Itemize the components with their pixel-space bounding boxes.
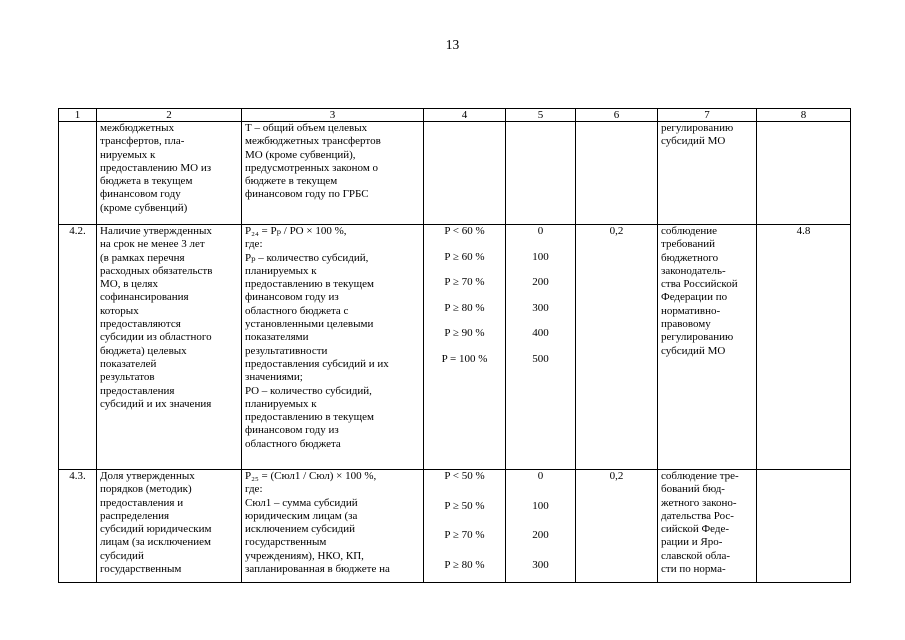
criteria-cell [424,122,506,225]
weight-cell [576,122,658,225]
criterion: P = 100 % [441,352,488,365]
criterion: P ≥ 70 % [444,276,485,288]
points-value: 300 [532,558,549,571]
purpose-text: регулированию субсидий МО [658,122,757,225]
header-cell: 3 [242,109,424,122]
points-value: 500 [532,352,549,365]
row-number [59,122,97,225]
points-cell [506,122,576,225]
criterion: P ≥ 60 % [444,250,485,263]
header-cell: 1 [59,109,97,122]
row-number: 4.2. [59,225,97,470]
indicator-text: межбюджетных трансфертов, пла- нируемых к предоставлению МО из бюджета в текущем финансовом году (кроме субвенций) [97,122,242,225]
row-number: 4.3. [59,470,97,583]
points-value: 100 [532,250,549,263]
criterion: P < 60 % [444,225,485,237]
points-value: 200 [532,276,549,288]
table-row [59,225,851,470]
criterion: P ≥ 70 % [444,529,485,541]
formula-text: P₂₅ = (Cюл1 / Cюл) × 100 %, где: Cюл1 – сумма субсидий юридическим лицам (за исключением субсидий государственным учреждениям), НКО, КП, запланированная в бюджете на [242,470,424,583]
points-cell [506,470,576,583]
formula-text: Т – общий объем целевых межбюджетных трансфертов МО (кроме субвенций), предусмотренных законом о бюджете в текущем финансовом году по ГРБС [242,122,424,225]
criteria-cell [424,225,506,470]
reference-cell [757,470,851,583]
criterion: P ≥ 50 % [444,499,485,512]
header-row [59,109,851,122]
page-number: 13 [445,37,460,52]
table-row [59,122,851,225]
points-value: 100 [532,499,549,512]
header-cell: 4 [424,109,506,122]
weight-cell: 0,2 [576,470,658,583]
points-cell [506,225,576,470]
purpose-text: соблюдение требований бюджетного законодатель- ства Российской Федерации по нормативно- правовому регулированию субсидий МО [658,225,757,470]
reference-cell: 4.8 [757,225,851,470]
table-row [59,470,851,583]
reference-cell [757,122,851,225]
criteria-cell [424,470,506,583]
formula-text: P₂₄ = Pₚ / PO × 100 %, где: Pₚ – количество субсидий, планируемых к предоставлению в текущем финансовом году из областного бюджета с установленными целевыми показателями результативности предоставления субсидий и их значениями; PO – количество субсидий, планируемых к предоставлению в текущем финансовом году из областного бюджета [242,225,424,470]
criterion: P ≥ 80 % [444,301,485,314]
purpose-text: соблюдение тре- бований бюд- жетного законо- дательства Рос- сийской Феде- рации и Яро- славской обла- сти по норма- [658,470,757,583]
points-value: 400 [532,327,549,339]
points-value: 0 [537,225,544,237]
indicator-text: Доля утвержденных порядков (методик) предоставления и распределения субсидий юридическим лицам (за исключением субсидий государственным [97,470,242,583]
criterion: P < 50 % [444,470,485,482]
indicator-text: Наличие утвержденных на срок не менее 3 лет (в рамках перечня расходных обязательств МО, в целях софинансирования которых предоставляются субсидии из областного бюджета) целевых показателей результатов предоставления субсидий и их значения [97,225,242,470]
points-value: 300 [532,301,549,314]
header-cell: 2 [97,109,242,122]
points-value: 200 [532,529,549,541]
header-cell: 6 [576,109,658,122]
criteria-table [58,108,851,583]
criterion: P ≥ 90 % [444,327,485,339]
weight-cell: 0,2 [576,225,658,470]
points-value: 0 [537,470,544,482]
header-cell: 8 [757,109,851,122]
criterion: P ≥ 80 % [444,558,485,571]
header-cell: 5 [506,109,576,122]
header-cell: 7 [658,109,757,122]
